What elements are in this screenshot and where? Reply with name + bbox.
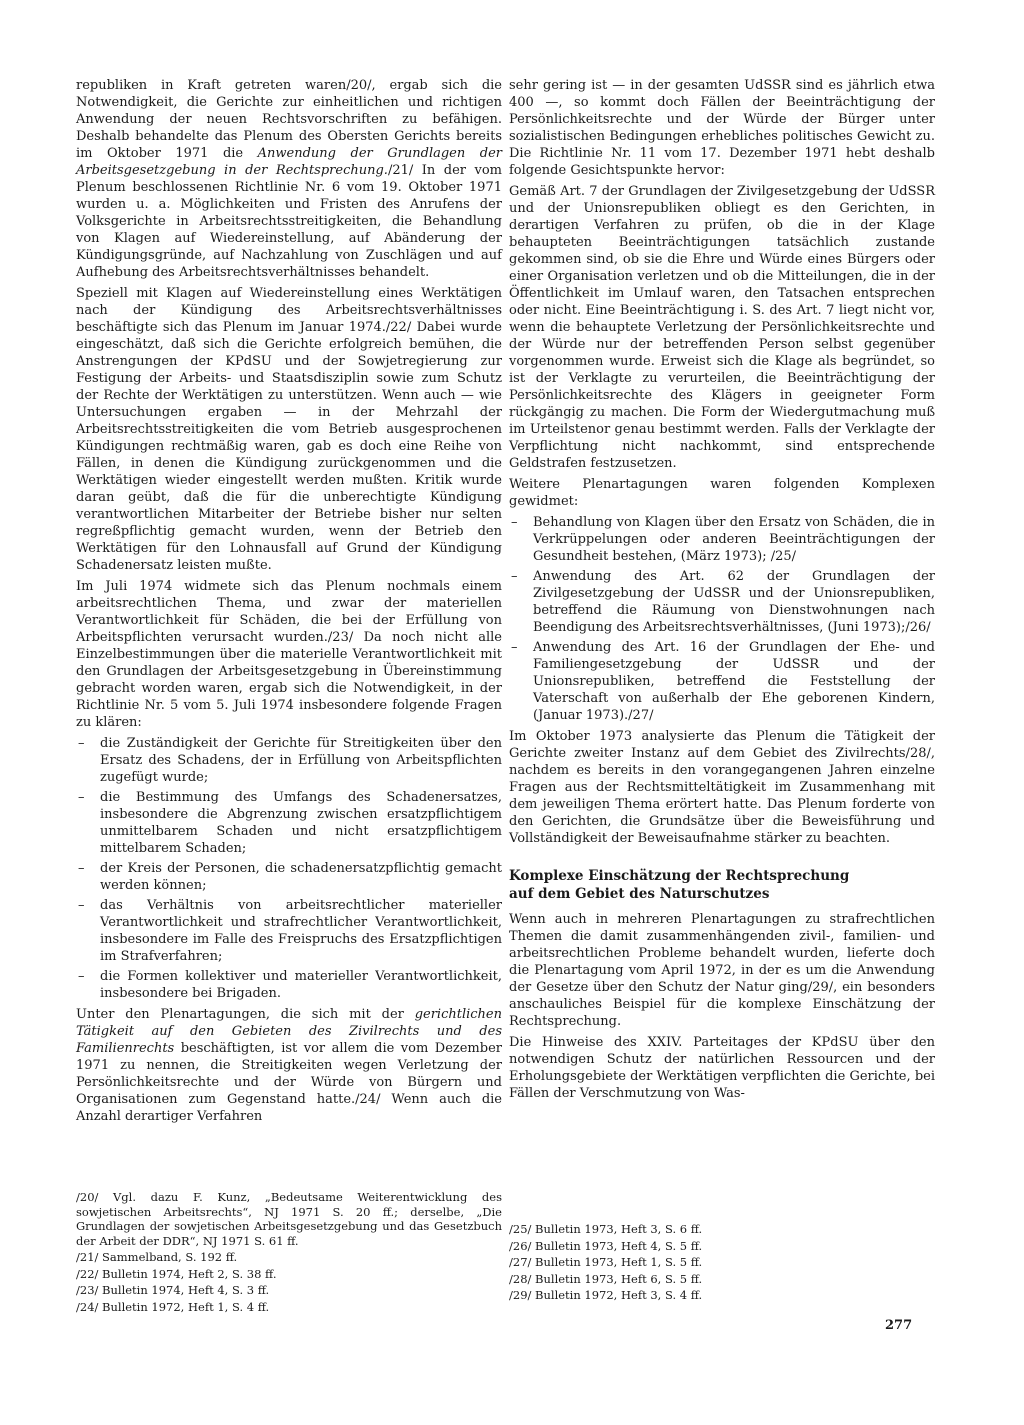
paragraph: republiken in Kraft getreten waren/20/, ergab sich die Notwendigkeit, die Gerichte zur einheitlichen und richtigen Anwendung der neuen Rechtsvorschriften zu befähigen. Deshalb behandelte das Plenum des Obersten Gerichts bereits im Oktober 1971 die Anwendung der Grundlagen der Arbeitsgesetzgebung in der Rechtsprechung./21/ In der vom Plenum beschlossenen Richtlinie Nr. 6 vom 19. Oktober 1971 wurden u. a. Möglichkeiten und Fristen des Anrufens der Volksgerichte in Arbeitsrechtsstreitigkeiten, die Behandlung von Klagen auf Wiedereinstellung, auf Abänderung der Kündigungsgründe, auf Nachzahlung von Zuschlägen und auf Aufhebung des Arbeitsrechtsverhältnisses behandelt.: [76, 78, 503, 280]
list-item: – Behandlung von Klagen über den Ersatz von Schäden, die in Verkrüppelungen oder anderen Beeinträchtigungen der Gesundheit bestehen, (März 1973); /25/: [509, 514, 935, 565]
footnote: /21/ Sammelband, S. 192 ff.: [76, 1250, 238, 1264]
section-heading: Komplexe Einschätzung der Rechtsprechung auf dem Gebiet des Naturschutzes: [509, 868, 850, 902]
paragraph: Die Hinweise des XXIV. Parteitages der KPdSU über den notwendigen Schutz der natürlichen Ressourcen und der Erholungsgebiete der Werktätigen verpflichten die Gerichte, bei Fällen der Verschmutzung von Was-: [509, 1035, 935, 1101]
footnote: /20/ Vgl. dazu F. Kunz, „Bedeutsame Weiterentwicklung des sowjetischen Arbeitsrechts“, NJ 1971 S. 20 ff.; derselbe, „Die Grundlagen der sowjetischen Arbeitsgesetzgebung und das Gesetzbuch der Arbeit der DDR“, NJ 1971 S. 61 ff.: [76, 1190, 502, 1248]
paragraph: Weitere Plenartagungen waren folgenden Komplexen gewidmet:: [509, 477, 935, 509]
left-footnotes: [76, 1190, 502, 1316]
paragraph: sehr gering ist — in der gesamten UdSSR sind es jährlich etwa 400 —, so kommt doch Fällen der Beeinträchtigung der Persönlichkeitsrechte und der Würde der Bürger unter sozialistischen Bedingungen erhebliches politisches Gewicht zu. Die Richtlinie Nr. 11 vom 17. Dezember 1971 hebt deshalb folgende Gesichtspunkte hervor:: [509, 78, 935, 178]
left-text-column: [76, 77, 502, 1129]
footnote: /26/ Bulletin 1973, Heft 4, S. 5 ff.: [509, 1238, 703, 1253]
right-text-column: [509, 77, 935, 1106]
list-item: – die Bestimmung des Umfangs des Schadenersatzes, insbesondere die Abgrenzung zwischen ersatzpflichtigem unmittelbarem Schaden und nicht ersatzpflichtigem mittelbarem Schaden;: [76, 789, 502, 857]
footnote: /22/ Bulletin 1974, Heft 2, S. 38 ff.: [76, 1266, 277, 1281]
footnote: /29/ Bulletin 1972, Heft 3, S. 4 ff.: [509, 1288, 703, 1302]
paragraph: Gemäß Art. 7 der Grundlagen der Zivilgesetzgebung der UdSSR und der Unionsrepubliken obliegt es den Gerichten, in derartigen Verfahren zu prüfen, ob die in der Klage behaupteten Beeinträchtigungen tatsächlich zustande gekommen sind, ob sie die Ehre und Würde eines Bürgers oder einer Organisation verletzen und ob die Mitteilungen, die in der Öffentlichkeit im Umlauf waren, den Tatsachen entsprechen oder nicht. Eine Beeinträchtigung i. S. des Art. 7 liegt nicht vor, wenn die behauptete Verletzung der Persönlichkeitsrechte und der Würde nur der betreffenden Person selbst gegenüber vorgenommen wurde. Erweist sich die Klage als begründet, so ist der Verklagte zu verurteilen, die Beeinträchtigung der Persönlichkeitsrechte des Klägers in geeigneter Form rückgängig zu machen. Die Form der Wiedergutmachung muß im Urteilstenor genau bestimmt werden. Falls der Verklagte der Verpflichtung nicht nachkommt, sind entsprechende Geldstrafen festzusetzen.: [509, 184, 935, 471]
right-footnotes: [509, 1222, 935, 1305]
list-item: – der Kreis der Personen, die schadenersatzpflichtig gemacht werden können;: [76, 860, 502, 894]
paragraph: Im Oktober 1973 analysierte das Plenum die Tätigkeit der Gerichte zweiter Instanz auf dem Gebiet des Zivilrechts/28/, nachdem es bereits in den vorangegangenen Jahren einzelne Fragen aus der Rechtsmitteltätigkeit im Zusammenhang mit dem jeweiligen Thema erörtert hatte. Das Plenum forderte von den Gerichten, die Grundsätze über die Beweisführung und Vollständigkeit der Beweisaufnahme stärker zu beachten.: [509, 729, 935, 846]
paragraph: Unter den Plenartagungen, die sich mit der gerichtlichen Tätigkeit auf den Gebieten des Zivilrechts und des Familienrechts beschäftigten, ist vor allem die vom Dezember 1971 zu nennen, die Streitigkeiten wegen Verletzung der Persönlichkeitsrechte und der Würde von Bürgern und Organisationen zum Gegenstand hatte./24/ Wenn auch die Anzahl derartiger Verfahren: [76, 1007, 502, 1124]
footnote: /27/ Bulletin 1973, Heft 1, S. 5 ff.: [509, 1255, 703, 1269]
footnote: /23/ Bulletin 1974, Heft 4, S. 3 ff.: [76, 1283, 270, 1297]
page-number: 277: [885, 1318, 913, 1333]
list-item: – Anwendung des Art. 62 der Grundlagen der Zivilgesetzgebung der UdSSR und der Unionsrepubliken, betreffend die Räumung von Dienstwohnungen nach Beendigung des Arbeitsrechtsverhältnisses, (Juni 1973);/26/: [509, 568, 935, 636]
paragraph: Speziell mit Klagen auf Wiedereinstellung eines Werktätigen nach der Kündigung des Arbeitsrechtsverhältnisses beschäftigte sich das Plenum im Januar 1974./22/ Dabei wurde eingeschätzt, daß sich die Gerichte erfolgreich bemühen, die Anstrengungen der KPdSU und der Sowjetregierung zur Festigung der Arbeits- und Staatsdisziplin sowie zum Schutz der Rechte der Werktätigen zu unterstützen. Wenn auch — wie Untersuchungen ergaben — in der Mehrzahl der Arbeitsrechtsstreitigkeiten die vom Betrieb ausgesprochenen Kündigungen rechtmäßig waren, gab es doch eine Reihe von Fällen, in denen die Kündigung zurückgenommen und die Werktätigen wieder eingestellt werden mußten. Kritik wurde daran geübt, daß die für die unberechtigte Kündigung verantwortlichen Mitarbeiter der Betriebe bisher nur selten regreßpflichtig gemacht wurden, wenn der Betrieb den Werktätigen für den Lohnausfall auf Grund der Kündigung Schadenersatz leisten mußte.: [76, 286, 502, 573]
paragraph: Im Juli 1974 widmete sich das Plenum nochmals einem arbeitsrechtlichen Thema, und zwar der materiellen Verantwortlichkeit für Schäden, die bei der Erfüllung von Arbeitspflichten verursacht wurden./23/ Da noch nicht alle Einzelbestimmungen über die materielle Verantwortlichkeit mit den Grundlagen der Arbeitsgesetzgebung in Übereinstimmung gebracht worden waren, ergab sich die Notwendigkeit, in der Richtlinie Nr. 5 vom 5. Juli 1974 insbesondere folgende Fragen zu klären:: [76, 579, 502, 730]
footnote: /24/ Bulletin 1972, Heft 1, S. 4 ff.: [76, 1299, 270, 1314]
footnote: /28/ Bulletin 1973, Heft 6, S. 5 ff.: [509, 1271, 703, 1286]
list-item: – die Formen kollektiver und materieller Verantwortlichkeit, insbesondere bei Brigaden.: [76, 968, 502, 1002]
list-item: – Anwendung des Art. 16 der Grundlagen der Ehe- und Familiengesetzgebung der UdSSR und der Unionsrepubliken, betreffend die Feststellung der Vaterschaft von außerhalb der Ehe geborenen Kindern, (Januar 1973)./27/: [509, 639, 935, 724]
list-item: – die Zuständigkeit der Gerichte für Streitigkeiten über den Ersatz des Schadens, der in Erfüllung von Arbeitspflichten zugefügt wurde;: [76, 735, 502, 786]
footnote: /25/ Bulletin 1973, Heft 3, S. 6 ff.: [509, 1222, 703, 1236]
list-item: – das Verhältnis von arbeitsrechtlicher materieller Verantwortlichkeit und strafrechtlicher Verantwortlichkeit, insbesondere im Falle des Freispruchs des Ersatzpflichtigen im Strafverfahren;: [76, 897, 502, 965]
dash-list: [76, 735, 502, 1002]
dash-list: [509, 514, 935, 724]
paragraph: Wenn auch in mehreren Plenartagungen zu strafrechtlichen Themen die damit zusammenhängenden zivil-, familien- und arbeitsrechtlichen Probleme behandelt wurden, lieferte doch die Plenartagung vom April 1972, in der es um die Anwendung der Gesetze über den Schutz der Natur ging/29/, ein besonders anschauliches Beispiel für die komplexe Einschätzung der Rechtsprechung.: [509, 912, 935, 1029]
